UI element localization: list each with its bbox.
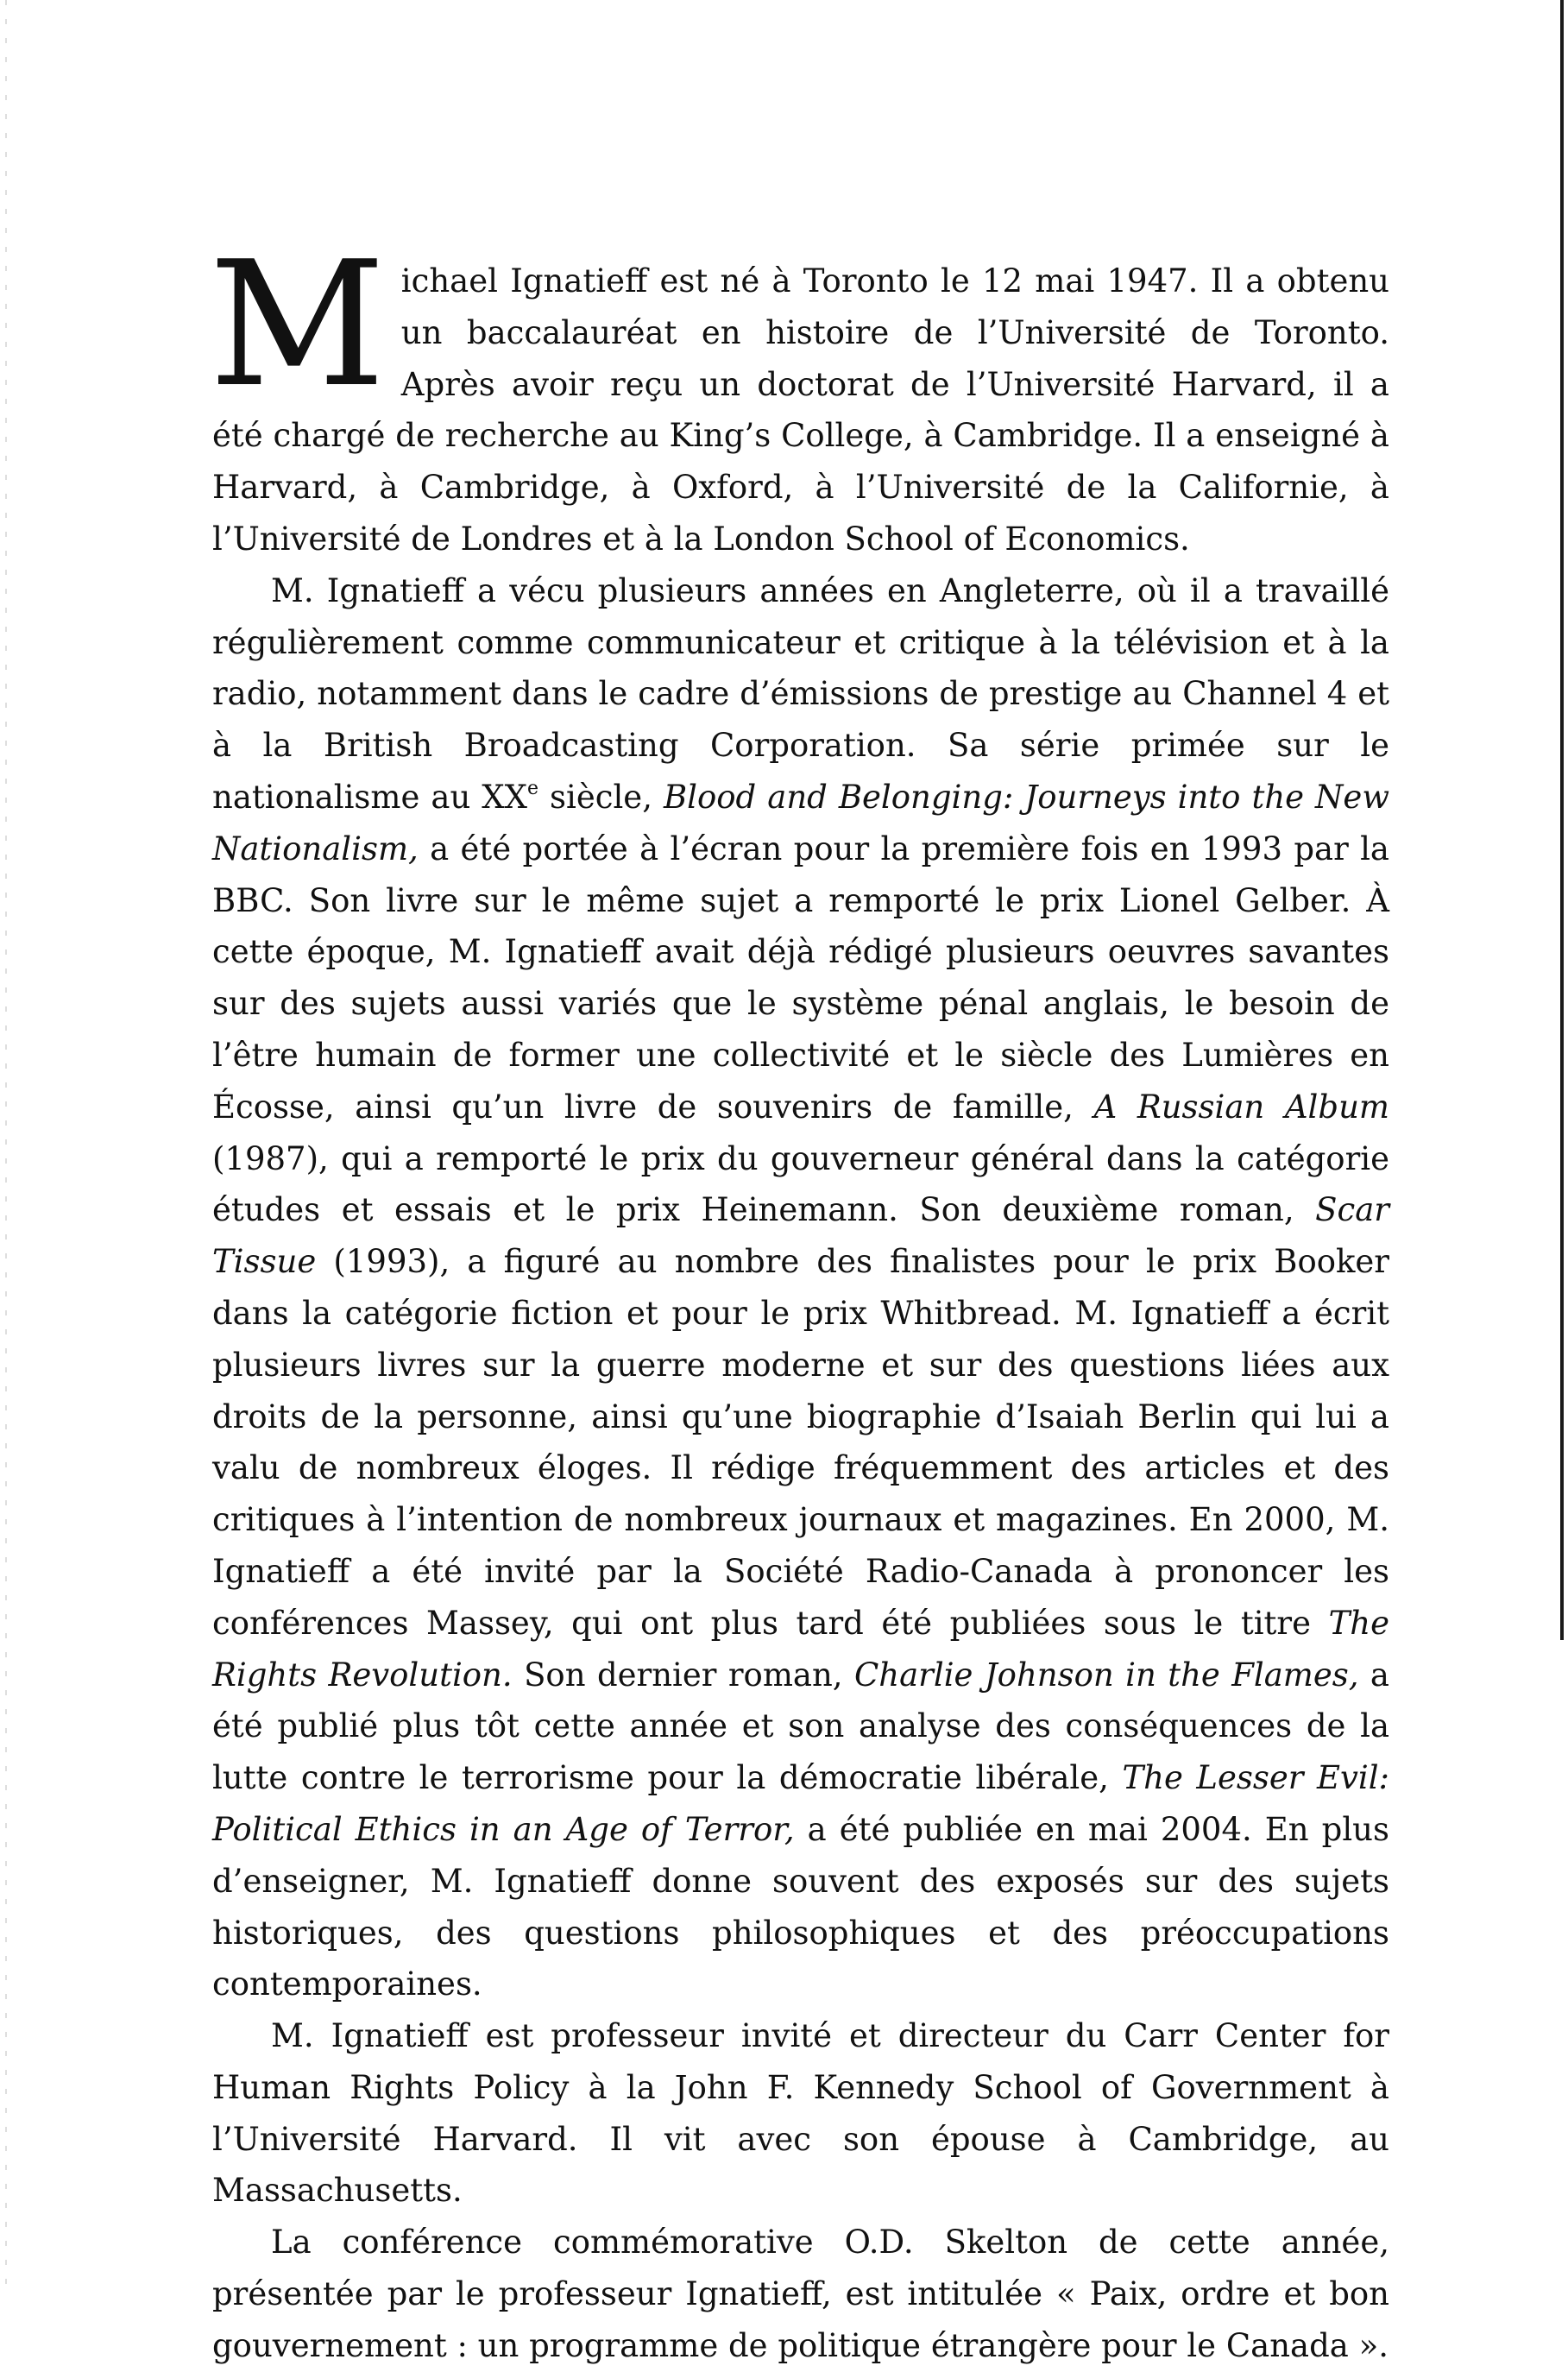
p2-title-russian-album: A Russian Album <box>1093 1088 1389 1126</box>
p2-text-6: Son dernier roman, <box>512 1656 854 1694</box>
drop-cap: M <box>209 224 386 426</box>
p2-text-8: a été publiée en mai 2004. En plus d’enseigner, M. Ignatieff donne souvent des exposés sur des sujets historiques, des questions philosophiques et des préoccupations contemporaines. <box>212 1810 1389 2003</box>
p2-title-charlie-johnson: Charlie Johnson in the Flames, <box>853 1656 1359 1694</box>
scan-edge-right <box>1560 0 1564 1640</box>
p2-title-scar-tissue: Scar Tissue <box>212 1191 1389 1281</box>
p2-title-lesser-evil: The Lesser Evil: Political Ethics in an Age of Terror, <box>212 1759 1390 1848</box>
paragraph-1-text: ichael Ignatieff est né à Toronto le 12 mai 1947. Il a obtenu un baccalauréat en histoire de l’Université de Toronto. Après avoir reçu un doctorat de l’Université Harvard, il a été chargé de recherche au King’s College, à Cambridge. Il a enseigné à Harvard, à Cambridge, à Oxford, à l’Université de la Californie, à l’Université de Londres et à la London School of Economics. <box>212 262 1389 558</box>
p2-text-7: a été publié plus tôt cette année et son analyse des conséquences de la lutte contre le terrorisme pour la démocratie libérale, <box>212 1656 1389 1797</box>
p2-text-4: (1987), qui a remporté le prix du gouverneur général dans la catégorie études et essais et le prix Heinemann. Son deuxième roman, <box>212 1139 1389 1229</box>
paragraph-1 <box>209 224 1389 565</box>
paragraph-4: La conférence commémorative O.D. Skelton de cette année, présentée par le professeur Ignatieff, est intitulée « Paix, ordre et bon gouvernement : un programme de politique étrangère pour le Canada ». <box>212 2224 1389 2364</box>
p2-text-2: siècle, <box>538 778 664 816</box>
p2-superscript: e <box>526 777 539 799</box>
p2-title-rights-revolution: The Rights Revolution. <box>212 1604 1389 1694</box>
p2-title-blood-and-belonging: Blood and Belonging: Journeys into the New Nationalism, <box>212 778 1389 867</box>
p2-text-3: a été portée à l’écran pour la première fois en 1993 par la BBC. Son livre sur le même sujet a remporté le prix Lionel Gelber. À cette époque, M. Ignatieff avait déjà rédigé plusieurs oeuvres savantes sur des sujets aussi variés que le système pénal anglais, le besoin de l’être humain de former une collectivité et le siècle des Lumières en Écosse, ainsi qu’un livre de souvenirs de famille, <box>212 830 1389 1126</box>
p2-text-5: (1993), a figuré au nombre des finalistes pour le prix Booker dans la catégorie fiction et pour le prix Whitbread. M. Ignatieff a écrit plusieurs livres sur la guerre moderne et sur des questions liées aux droits de la personne, ainsi qu’une biographie d’Isaiah Berlin qui lui a valu de nombreux éloges. Il rédige fréquemment des articles et des critiques à l’intention de nombreux journaux et magazines. En 2000, M. Ignatieff a été invité par la Société Radio-Canada à prononcer les conférences Massey, qui ont plus tard été publiées sous le titre <box>212 1243 1389 1642</box>
p2-text-1: M. Ignatieff a vécu plusieurs années en Angleterre, où il a travaillé régulièrement comme communicateur et critique à la télévision et à la radio, notamment dans le cadre d’émissions de prestige au Channel 4 et à la British Broadcasting Corporation. Sa série primée sur le nationalisme au XX <box>212 571 1389 816</box>
biography-text <box>209 224 1390 2372</box>
paragraph-2 <box>212 565 1389 2010</box>
paragraph-3: M. Ignatieff est professeur invité et directeur du Carr Center for Human Rights Policy à la John F. Kennedy School of Government à l’Université Harvard. Il vit avec son épouse à Cambridge, au Massachusetts. <box>212 2017 1389 2210</box>
scan-edge-left <box>5 0 7 2291</box>
